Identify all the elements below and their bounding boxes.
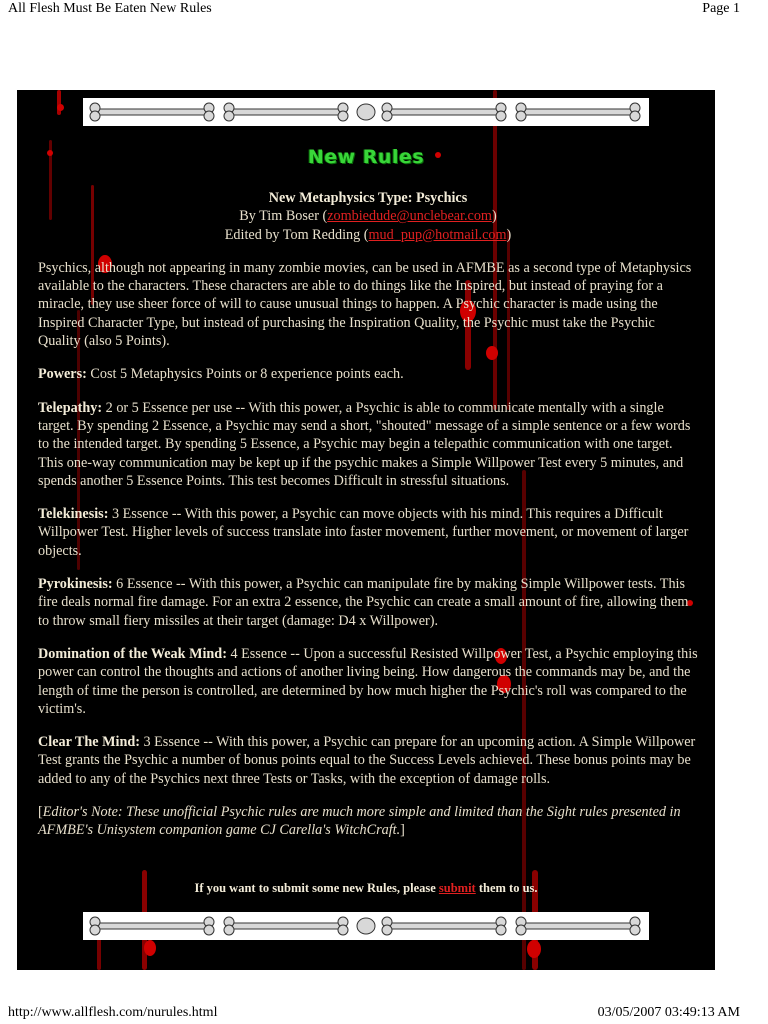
editors-note <box>38 803 698 840</box>
editor-suffix: ) <box>506 226 512 243</box>
editor-prefix: Edited by Tom Redding ( <box>224 226 369 243</box>
print-timestamp: 03/05/2007 03:49:13 AM <box>597 1005 740 1020</box>
intro-paragraph: Psychics, although not appearing in many zombie movies, can be used in AFMBE as a second type of Metaphysics available to the characters. These characters are able to do things like the Inspired, but instead of praying for a miracle, they use sheer force of will to cause unusual things to happen. A Psychic character is made using the Inspired Character Type, but instead of purchasing the Inspiration Quality, the Psychic must take the Psychic Quality (also 5 Points). <box>38 259 692 350</box>
author-email-link[interactable]: zombiedude@unclebear.com <box>327 208 492 225</box>
power-name: Telekinesis: <box>38 506 109 523</box>
telepathy-paragraph <box>38 399 698 490</box>
bones-icon <box>83 912 649 940</box>
editor-email-link[interactable]: mud_pup@hotmail.com <box>368 226 507 243</box>
power-name: Pyrokinesis: <box>38 576 113 593</box>
author-prefix: By Tim Boser ( <box>239 208 328 225</box>
print-header <box>0 0 768 20</box>
author-suffix: ) <box>491 208 497 225</box>
power-text: Cost 5 Metaphysics Points or 8 experience points each. <box>86 366 404 383</box>
power-text: 3 Essence -- With this power, a Psychic can prepare for an upcoming action. A Simple Willpower Test grants the Psychic a number of bonus points equal to the Success Levels achieved. These bonus points may be added to any of the Psychics next three Tests or Tasks, with the exception of damage rolls. <box>38 734 696 787</box>
clear-the-mind-paragraph <box>38 733 698 788</box>
bone-divider-top <box>83 98 649 126</box>
domination-paragraph <box>38 645 698 718</box>
article-heading: New Metaphysics Type: Psychics <box>268 190 468 206</box>
page-number: Page 1 <box>702 1 740 16</box>
submit-suffix: them to us. <box>475 881 538 895</box>
power-name: Clear The Mind: <box>38 734 140 751</box>
article-body <box>38 189 698 855</box>
bones-icon <box>83 98 649 126</box>
submit-line <box>17 881 715 896</box>
note-open-bracket: [ <box>38 804 43 821</box>
document-title: All Flesh Must Be Eaten New Rules <box>8 1 212 16</box>
blood-dot-decoration <box>435 152 441 158</box>
power-text: 3 Essence -- With this power, a Psychic can move objects with his mind. This requires a Difficult Willpower Test. Higher levels of success translate into faster movement, further movement, or movement of larger objects. <box>38 506 689 559</box>
bone-divider-bottom <box>83 912 649 940</box>
submit-prefix: If you want to submit some new Rules, please <box>194 881 439 895</box>
power-name: Domination of the Weak Mind: <box>38 645 227 662</box>
pyrokinesis-paragraph <box>38 575 698 630</box>
note-close-bracket: ] <box>400 822 405 839</box>
article-byline <box>38 189 698 244</box>
power-name: Powers: <box>38 366 87 383</box>
power-text: 6 Essence -- With this power, a Psychic can manipulate fire by making Simple Willpower tests. This fire deals normal fire damage. For an extra 2 essence, the Psychic can create a small amount of fire, allowing them to throw small fiery missiles at their target (damage: D4 x Willpower). <box>38 576 689 629</box>
submit-link[interactable]: submit <box>438 881 476 895</box>
page-title: New Rules <box>307 146 425 168</box>
power-text: 2 or 5 Essence per use -- With this power, a Psychic is able to communicate mentally with a single target. By spending 2 Essence, a Psychic may send a short, "shouted" message of a simple sentence or a few words to the intended target. By spending 5 Essence, a Psychic may begin a telepathic communication with one target. This one-way communication may be kept up if the psychic makes a Simple Willpower Test every 5 minutes, and spends another 5 Essence Points. This test becomes Difficult in stressful situations. <box>38 399 691 489</box>
power-name: Telepathy: <box>38 399 103 416</box>
content-panel <box>17 90 715 970</box>
power-text: 4 Essence -- Upon a successful Resisted Willpower Test, a Psychic employing this power can control the thoughts and actions of another living being. How dangerous the commands may be, and the length of time the person is controlled, are determined by how much higher the Psychic's roll was compared to the victim's. <box>38 645 698 717</box>
note-text: Editor's Note: These unofficial Psychic rules are much more simple and limited than the Sight rules presented in AFMBE's Unisystem companion game CJ Carella's WitchCraft. <box>38 804 681 839</box>
powers-paragraph <box>38 365 698 383</box>
telekinesis-paragraph <box>38 505 698 560</box>
page-url: http://www.allflesh.com/nurules.html <box>8 1005 218 1020</box>
